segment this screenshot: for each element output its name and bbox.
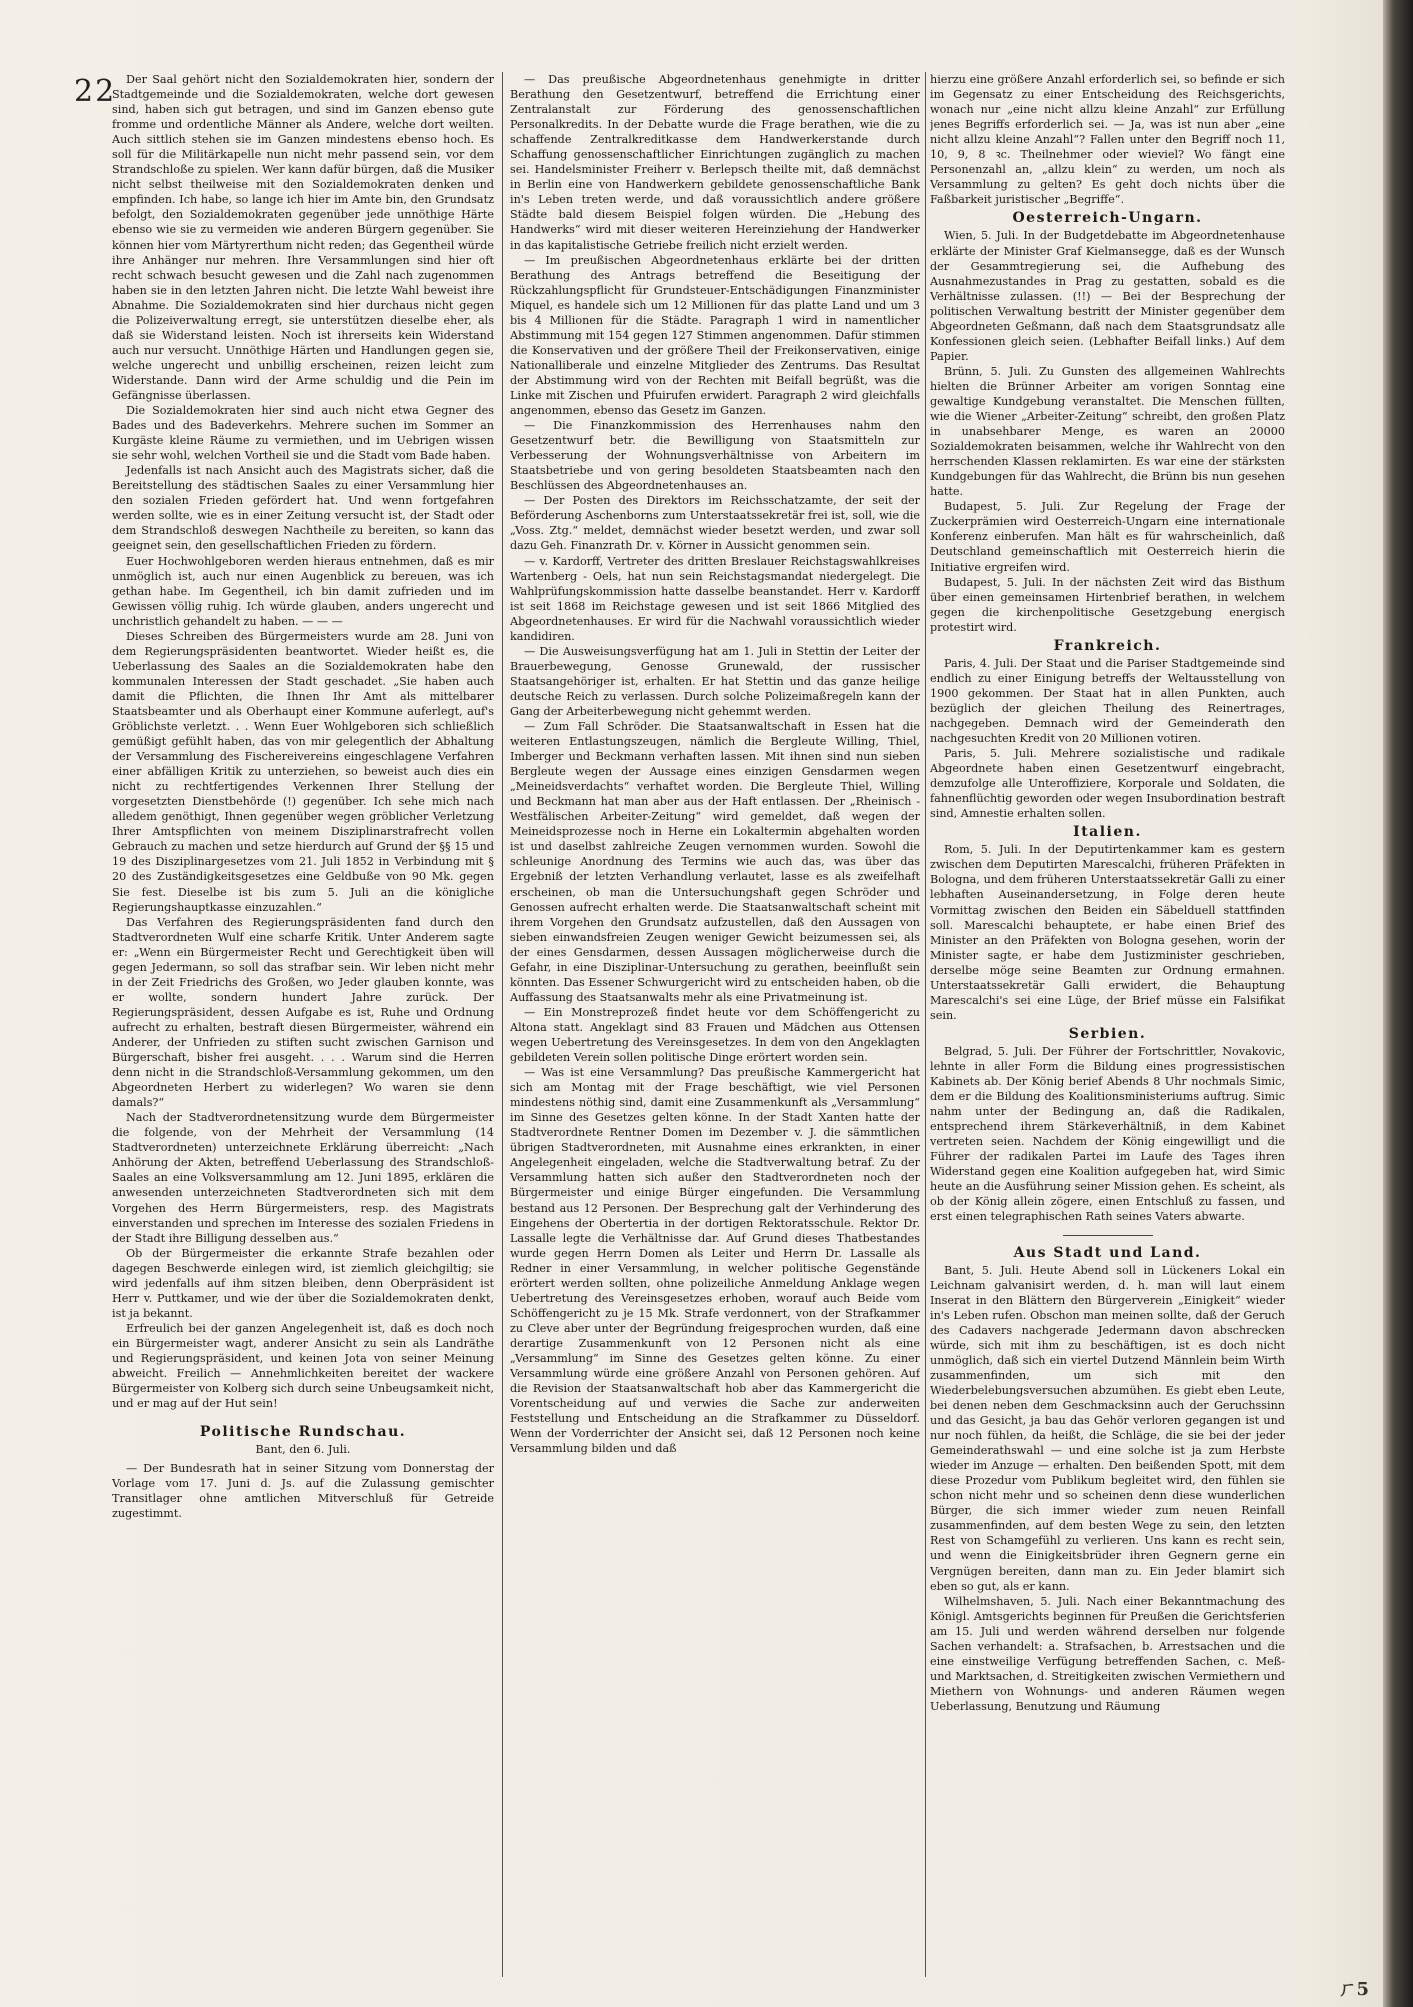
column-rule: [502, 72, 503, 1977]
paragraph: Jedenfalls ist nach Ansicht auch des Magistrats sicher, daß die Bereitstellung des städtischen Saales zu einer Versammlung hier den sozialen Frieden gefördert hat. Und wenn fortgefahren werden sollte, wie es in einer Zeitung versucht ist, der Stadt oder dem Strandschloß deswegen Nachtheile zu bereiten, so kann das geeignet sein, den gesellschaftlichen Frieden zu fördern.: [112, 464, 494, 553]
paragraph: Dieses Schreiben des Bürgermeisters wurde am 28. Juni von dem Regierungspräsidenten beantwortet. Wieder heißt es, die Ueberlassung des Saales an die Sozialdemokraten habe den kommunalen Interessen der Stadt geschadet. „Sie haben auch damit die Pflichten, die Ihnen Ihr Amt als mittelbarer Staatsbeamter und als Oberhaupt einer Kommune auferlegt, auf's Gröblichste verletzt. . . Wenn Euer Wohlgeboren sich schließlich gemüßigt gefühlt haben, das von mir gelegentlich der Abhaltung der Versammlung des Fischereivereins eingeschlagene Verfahren einer abfälligen Kritik zu unterziehen, so beweist auch dies ein nicht zu rechtfertigendes Verkennen Ihrer Stellung der vorgesetzten Dienstbehörde (!) gegenüber. Ich sehe mich nach alledem genöthigt, Ihnen gegenüber wegen gröblicher Verletzung Ihrer Amtspflichten von meinem Disziplinarstrafrecht vollen Gebrauch zu machen und setze hierdurch auf Grund der §§ 15 und 19 des Disziplinargesetzes vom 21. Juli 1852 in Verbindung mit § 20 des Zuständigkeitsgesetzes eine Geldbuße von 90 Mk. gegen Sie fest. Dieselbe ist bis zum 5. Juli an die königliche Regierungshauptkasse einzuzahlen.“: [112, 629, 494, 914]
section-heading-rundschau: Politische Rundschau.: [199, 1424, 407, 1441]
paragraph: Paris, 4. Juli. Der Staat und die Pariser Stadtgemeinde sind endlich zu einer Einigung betreffs der Weltausstellung von 1900 gekommen. Der Staat hat in allen Punkten, auch bezüglich der gleichen Theilung des Reinertrages, nachgegeben. Demnach wird der Gemeinderath den nachgesuchten Kredit von 20 Millionen votiren.: [930, 656, 1285, 746]
paragraph: Budapest, 5. Juli. In der nächsten Zeit wird das Bisthum über einen gemeinsamen Hirtenbrief berathen, in welchem gegen die kirchenpolitische Gesetzgebung energisch protestirt wird.: [930, 575, 1285, 634]
paragraph: Der Saal gehört nicht den Sozialdemokraten hier, sondern der Stadtgemeinde und die Sozialdemokraten, welche dort gewesen sind, haben sich gut betragen, und sind im Ganzen ebenso gute fromme und ordentliche Männer als Andere, welche dort weilten. Auch sittlich stehen sie im Ganzen mindestens ebenso hoch. Es soll für die Militärkapelle nun nicht mehr passend sein, vor dem Strandschloße zu spielen. Wer kann dafür bürgen, daß die Musiker nicht selbst theilweise mit den Sozialdemokraten denken und empfinden. Ich habe, so lange ich hier im Amte bin, den Grundsatz befolgt, den Sozialdemokraten gegenüber jede unnöthige Härte ebenso wie sie zu vermeiden wie anderen Bürgern gegenüber. Sie können hier vom Märtyrerthum nicht reden; das Gegentheil würde ihre Anhänger nur mehren. Ihre Versammlungen sind hier oft recht schwach besucht gewesen und die Zahl nach zugenommen haben sie in den letzten Jahren nicht. Die letzte Wahl beweist ihre Abnahme. Die Sozialdemokraten sind hier durchaus nicht gegen die Polizeiverwaltung erregt, sie unterstützen dieselbe eher, als daß sie Widerstand leisten. Noch ist ihrerseits kein Widerstand auch nur versucht. Unnöthige Härten und Handlungen gegen sie, welche ungerecht und unbillig erscheinen, reizen leicht zum Widerstande. Dann wird der Arme schuldig und die Pein im Gefängnisse überlassen.: [112, 73, 494, 402]
section-heading-frankreich: Frankreich.: [1053, 637, 1162, 654]
section-divider: [1063, 1235, 1153, 1236]
paragraph: Wien, 5. Juli. In der Budgetdebatte im Abgeordnetenhause erklärte der Minister Graf Kielmansegge, daß es der Wunsch der Gesammtregierung sei, die Aufhebung des Ausnahmezustandes in Prag zu gestatten, sobald es die Verhältnisse zulassen. (!!) — Bei der Besprechung der politischen Verwaltung bestritt der Minister gegenüber dem Abgeordneten Geßmann, daß nach dem Staatsgrundsatz alle Konfessionen gleich seien. (Lebhafter Beifall links.) Auf dem Papier.: [930, 229, 1285, 363]
paragraph: — Im preußischen Abgeordnetenhaus erklärte bei der dritten Berathung des Antrags betreffend die Beseitigung der Rückzahlungspflicht für Grundsteuer-Entschädigungen Finanzminister Miquel, es handele sich um 12 Millionen für das platte Land und um 3 bis 4 Millionen für die Städte. Paragraph 1 wird in namentlicher Abstimmung mit 154 gegen 127 Stimmen angenommen. Dafür stimmen die Konservativen und der größere Theil der Freikonservativen, einige Nationalliberale und einzelne Mitglieder des Zentrums. Das Resultat der Abstimmung wird von der Rechten mit Beifall begrüßt, was die Linke mit Zischen und Pfuirufen erwidert. Paragraph 2 wird gleichfalls angenommen, ebenso das Gesetz im Ganzen.: [510, 253, 920, 418]
paragraph: Euer Hochwohlgeboren werden hieraus entnehmen, daß es mir unmöglich ist, auch nur einen Augenblick zu bereuen, was ich gethan habe. Im Gegentheil, ich bin damit zufrieden und im Gewissen völlig ruhig. Ich würde glauben, anders ungerecht und unchristlich gehandelt zu haben. — — —: [112, 554, 494, 628]
paragraph: — Zum Fall Schröder. Die Staatsanwaltschaft in Essen hat die weiteren Entlastungszeugen, nämlich die Bergleute Willing, Thiel, Imberger und Beckmann verhaften lassen. Mit ihnen sind nun sieben Bergleute wegen der Aussage eines einzigen Gensdarmen wegen „Meineidsverdachts“ verhaftet worden. Die Bergleute Thiel, Willing und Beckmann hat man aber aus der Haft entlassen. Der „Rheinisch - Westfälischen Arbeiter-Zeitung“ wird gemeldet, daß wegen der Meineidsprozesse noch in Herne ein Lokaltermin abgehalten worden ist und daselbst zahlreiche Zeugen vernommen wurden. Sowohl die schleunige Anordnung des Termins wie auch das, was über das Ergebniß der letzten Verhandlung verlautet, lasse es als zweifelhaft erscheinen, ob man die Untersuchungshaft gegen Schröder und Genossen aufrecht erhalten werde. Die Staatsanwaltschaft scheint mit ihrem Vorgehen den Grundsatz aufzustellen, daß den Aussagen von sieben einwandsfreien Zeugen weniger Gewicht beizumessen sei, als der eines Gensdarmen, dessen Aussagen möglicherweise durch die Gefahr, in eine Disziplinar-Untersuchung zu gerathen, beeinflußt sein könnten. Das Essener Schwurgericht wird zu entscheiden haben, ob die Auffassung des Staatsanwalts mehr als eine Privatmeinung ist.: [510, 720, 920, 1004]
section-heading-stadt-und-land: Aus Stadt und Land.: [1013, 1244, 1202, 1261]
paragraph: — Die Finanzkommission des Herrenhauses nahm den Gesetzentwurf betr. die Bewilligung von Staatsmitteln zur Verbesserung der Wohnungsverhältnisse von Arbeitern im Staatsbetriebe und von gering besoldeten Staatsbeamten nach den Beschlüssen des Abgeordnetenhauses an.: [510, 419, 920, 493]
dateline: Bant, den 6. Juli.: [255, 1443, 351, 1457]
paragraph: Rom, 5. Juli. In der Deputirtenkammer kam es gestern zwischen dem Deputirten Marescalchi, früheren Präfekten in Bologna, und dem früheren Unterstaatssekretär Galli zu einer lebhaften Auseinandersetzung, in Folge deren heute Vormittag zwischen den Beiden ein Säbelduell stattfinden soll. Marescalchi behauptete, er habe einen Brief des Minister an den Präfekten von Bologna gesehen, worin der Minister sagte, er habe dem Justizminister geschrieben, derselbe möge seine Beamten zur Ordnung ermahnen. Unterstaatssekretär Galli erwidert, die Behauptung Marescalchi's sei eine Lüge, der Brief müsse ein Falsifikat sein.: [930, 843, 1285, 1022]
section-heading-serbien: Serbien.: [1068, 1025, 1147, 1042]
paragraph: — v. Kardorff, Vertreter des dritten Breslauer Reichstagswahlkreises Wartenberg - Oels, hat nun sein Reichstagsmandat niedergelegt. Die Wahlprüfungskommission hatte dasselbe beanstandet. Herr v. Kardorff ist seit 1868 im Reichstage gewesen und ist seit 1866 Mitglied des Abgeordnetenhauses. Er wird für die Nachwahl voraussichtlich wieder kandidiren.: [510, 554, 920, 643]
paragraph: Das Verfahren des Regierungspräsidenten fand durch den Stadtverordneten Wulf eine scharfe Kritik. Unter Anderem sagte er: „Wenn ein Bürgermeister Recht und Gerechtigkeit üben will gegen Jedermann, so soll das strafbar sein. Wir leben nicht mehr in der Zeit Friedrichs des Großen, wo Jeder glauben konnte, was er wollte, sondern hundert Jahre zurück. Der Regierungspräsident, dessen Aufgabe es ist, Ruhe und Ordnung aufrecht zu erhalten, bestraft diesen Bürgermeister, während ein Anderer, der Unfrieden zu stiften sucht zwischen Garnison und Bürgerschaft, bisher frei ausgeht. . . . Warum sind die Herren denn nicht in die Strandschloß-Versammlung gekommen, um den Abgeordneten Herbert zu widerlegen? Wo waren sie denn damals?“: [112, 915, 494, 1110]
corner-mark: ㄏ5: [1338, 1979, 1369, 2000]
paragraph: Wilhelmshaven, 5. Juli. Nach einer Bekanntmachung des Königl. Amtsgerichts beginnen für Preußen die Gerichtsferien am 15. Juli und werden während derselben nur folgende Sachen verhandelt: a. Strafsachen, b. Arrestsachen und die eine einstweilige Verfügung betreffenden Sachen, c. Meß- und Marktsachen, d. Streitigkeiten zwischen Vermiethern und Miethern von Wohnungs- und anderen Räumen wegen Ueberlassung, Benutzung und Räumung: [930, 1594, 1285, 1713]
section-heading-oesterreich: Oesterreich-Ungarn.: [1012, 210, 1203, 227]
paragraph: Brünn, 5. Juli. Zu Gunsten des allgemeinen Wahlrechts hielten die Brünner Arbeiter am vorigen Sonntag eine gewaltige Kundgebung veranstaltet. Die Menschen füllten, wie die Wiener „Arbeiter-Zeitung“ schreibt, den großen Platz in unabsehbarer Menge, es waren an 20000 Sozialdemokraten beisammen, welche ihr Wahlrecht von den herrschenden Klassen reklamirten. Es war eine der stärksten Kundgebungen für das Wahlrecht, die Brünn bis nun gesehen hatte.: [930, 364, 1285, 499]
paragraph: Belgrad, 5. Juli. Der Führer der Fortschrittler, Novakovic, lehnte in aller Form die Bildung eines progressistischen Kabinets ab. Der König berief Abends 8 Uhr nochmals Simic, dem er die Bildung des Koalitionsministeriums auftrug. Simic nahm unter der Bedingung an, daß die Radikalen, entsprechend ihrem Stärkeverhältniß, in dem Kabinet vertreten seien. Nachdem der König eingewilligt und die Führer der radikalen Partei im Laufe des Tages ihren Widerstand gegen eine Koalition aufgegeben hat, wird Simic heute an die Ausführung seiner Mission gehen. Es scheint, als ob der König allein zögere, einen Entschluß zu fassen, und erst einen telegraphischen Rath seines Vaters abwarte.: [930, 1044, 1285, 1224]
column-rule: [925, 72, 926, 1977]
section-heading-italien: Italien.: [1073, 824, 1142, 841]
column-2: [510, 72, 920, 1992]
paragraph: Budapest, 5. Juli. Zur Regelung der Frage der Zuckerprämien wird Oesterreich-Ungarn eine internationale Konferenz einberufen. Man hält es für wahrscheinlich, daß Deutschland gemeinschaftlich mit Oesterreich hierin die Initiative ergreifen wird.: [930, 500, 1285, 574]
page-number: 22: [74, 74, 117, 109]
scan-edge-shadow: [1383, 0, 1413, 2007]
paragraph: — Was ist eine Versammlung? Das preußische Kammergericht hat sich am Montag mit der Frage beschäftigt, wie viel Personen mindestens nöthig sind, damit eine Zusammenkunft als „Versammlung“ im Sinne des Gesetzes gelten könne. In der Stadt Xanten hatte der Stadtverordnete Rentner Domen im Dezember v. J. die sämmtlichen übrigen Stadtverordneten, mit Ausnahme eines erkrankten, in einer Angelegenheit eingeladen, welche die Stadtverwaltung betraf. Zu der Versammlung hatten sich außer den Stadtverordneten noch der Bürgermeister und einige Bürger eingefunden. Die Versammlung bestand aus 12 Personen. Der Besprechung galt der Verhinderung des Eingehens der Obertertia in der dortigen Rektoratsschule. Rektor Dr. Lassalle legte die Verhältnisse dar. Auf Grund dieses Thatbestandes wurde gegen Herrn Domen als Leiter und Herrn Dr. Lassalle als Redner in einer Versammlung, in welcher politische Gegenstände erörtert werden sollten, ohne polizeiliche Anmeldung Anklage wegen Uebertretung des Vereinsgesetzes erhoben, worauf auch Beide vom Schöffengericht zu je 15 Mk. Strafe verdonnert, von der Strafkammer zu Cleve aber unter der Begründung freigesprochen wurden, daß eine derartige Zusammenkunft von 12 Personen nicht als eine „Versammlung“ im Sinne des Gesetzes gelten könne. Zu einer Versammlung würde eine größere Anzahl von Personen gehören. Auf die Revision der Staatsanwaltschaft hob aber das Kammergericht die Vorentscheidung auf und verwies die Sache zur anderweiten Feststellung und Entscheidung an die Strafkammer zu Düsseldorf. Wenn der Vorderrichter der Ansicht sei, daß 12 Personen noch keine Versammlung bilden und daß: [510, 1066, 920, 1456]
column-3: [930, 72, 1285, 1992]
paragraph: Erfreulich bei der ganzen Angelegenheit ist, daß es doch noch ein Bürgermeister wagt, anderer Ansicht zu sein als Landräthe und Regierungspräsident, und keinen Jota von seiner Meinung abweicht. Freilich — Annehmlichkeiten bereitet der wackere Bürgermeister von Kolberg sich durch seine Unbeugsamkeit nicht, und er mag auf der Hut sein!: [112, 1321, 494, 1411]
paragraph: hierzu eine größere Anzahl erforderlich sei, so befinde er sich im Gegensatz zu einer Entscheidung des Reichsgerichts, wonach nur „eine nicht allzu kleine Anzahl“ zur Erfüllung jenes Begriffs erforderlich sei. — Ja, was ist nun aber „eine nicht allzu kleine Anzahl“? Fallen unter den Begriff noch 11, 10, 9, 8 ꝛc. Theilnehmer oder wieviel? Wo fängt eine Personenzahl an, „allzu klein“ zu werden, um noch als Versammlung zu gelten? Es geht doch nichts über die Faßbarkeit juristischer „Begriffe“.: [930, 73, 1285, 207]
paragraph: Nach der Stadtverordnetensitzung wurde dem Bürgermeister die folgende, von der Mehrheit der Versammlung (14 Stadtverordneten) unterzeichnete Erklärung überreicht: „Nach Anhörung der Akten, betreffend Ueberlassung des Strandschloß-Saales an eine Volksversammlung am 12. Juni 1895, erklären die anwesenden unterzeichneten Stadtverordneten sich mit dem Vorgehen des Herrn Bürgermeisters, resp. des Magistrats einverstanden und sprechen im Interesse des sozialen Friedens in der Stadt ihre Billigung desselben aus.“: [112, 1111, 494, 1245]
paragraph: — Ein Monstreprozeß findet heute vor dem Schöffengericht zu Altona statt. Angeklagt sind 83 Frauen und Mädchen aus Ottensen wegen Uebertretung des Vereinsgesetzes. In dem von den Angeklagten gebildeten Verein sollen politische Dinge erörtert worden sein.: [510, 1005, 920, 1065]
paragraph: — Das preußische Abgeordnetenhaus genehmigte in dritter Berathung den Gesetzentwurf, betreffend die Errichtung einer Zentralanstalt zur Förderung des genossenschaftlichen Personalkredits. In der Debatte wurde die Frage berathen, wie die zu schaffende Zentralkreditkasse dem Handwerkerstande durch Schaffung genossenschaftlicher Einrichtungen zugänglich zu machen sei. Handelsminister Freiherr v. Berlepsch theilte mit, daß demnächst in Berlin eine von Handwerkern gebildete genossenschaftliche Bank in's Leben treten werde, und daß voraussichtlich andere größere Städte bald diesem Beispiel folgen würden. Die „Hebung des Handwerks“ wird mit dieser weiteren Hereinziehung der Handwerker in das kapitalistische Getriebe freilich nicht erzielt werden.: [510, 73, 920, 252]
paragraph: Die Sozialdemokraten hier sind auch nicht etwa Gegner des Bades und des Badeverkehrs. Mehrere suchen im Sommer an Kurgäste kleine Räume zu vermiethen, und im Uebrigen wissen sie sehr wohl, welchen Vortheil sie und die Stadt vom Bade haben.: [112, 404, 494, 463]
paragraph: — Der Bundesrath hat in seiner Sitzung vom Donnerstag der Vorlage vom 17. Juni d. Js. auf die Zulassung gemischter Transitlager ohne amtlichen Mitverschluß für Getreide zugestimmt.: [112, 1462, 494, 1521]
paragraph: — Die Ausweisungsverfügung hat am 1. Juli in Stettin der Leiter der Brauerbewegung, Genosse Grunewald, der russischer Staatsangehöriger ist, erhalten. Er hat Stettin und das ganze heilige deutsche Reich zu verlassen. Durch solche Polizeimaßregeln kann der Gang der Arbeiterbewegung nicht gehemmt werden.: [510, 644, 920, 718]
paragraph: Bant, 5. Juli. Heute Abend soll in Lückeners Lokal ein Leichnam galvanisirt werden, d. h. man will laut einem Inserat in den Blättern den Bürgerverein „Einigkeit“ wieder in's Leben rufen. Obschon man meinen sollte, daß der Geruch des Cadavers nachgerade Jedermann davon abschrecken würde, sich mit ihm zu beschäftigen, ist es doch nicht unmöglich, daß sich ein viertel Dutzend Männlein beim Wirth zusammenfinden, um sich mit den Wiederbelebungsversuchen abzumühen. Es giebt eben Leute, bei denen neben dem Geschmacksinn auch der Geruchssinn und das Gesicht, ja bau das Gehör verloren gegangen ist und nur noch fühlen, da heißt, die Schläge, die sie bei der jeder Gemeinderathswahl — und eine solche ist ja zum Herbste wieder im Anzuge — erhalten. Den beißenden Spott, mit dem diese Prozedur vom Publikum begleitet wird, den fühlen sie schon nicht mehr und so scheinen denn diese wunderlichen Bürger, die sich immer wieder zum neuen Reinfall zusammenfinden, auf dem besten Wege zu sein, den letzten Rest von Schamgefühl zu verlieren. Uns kann es recht sein, und wenn die Einigkeitsbrüder ihren Gegnern gerne ein Vergnügen bereiten, dann man zu. Ein Jeder blamirt sich eben so gut, als er kann.: [930, 1263, 1285, 1593]
column-1: [112, 72, 494, 1992]
paragraph: — Der Posten des Direktors im Reichsschatzamte, der seit der Beförderung Aschenborns zum Unterstaatssekretär frei ist, soll, wie die „Voss. Ztg.“ meldet, demnächst wieder besetzt werden, und zwar soll dazu Geh. Finanzrath Dr. v. Körner in Aussicht genommen sein.: [510, 494, 920, 553]
paragraph: Ob der Bürgermeister die erkannte Strafe bezahlen oder dagegen Beschwerde einlegen wird, ist ziemlich gleichgiltig; sie wird jedenfalls auf ihm sitzen bleiben, denn Oberpräsident ist Herr v. Puttkamer, und wie der über die Sozialdemokraten denkt, ist ja bekannt.: [112, 1246, 494, 1320]
paragraph: Paris, 5. Juli. Mehrere sozialistische und radikale Abgeordnete haben einen Gesetzentwurf eingebracht, demzufolge alle Unteroffiziere, Korporale und Soldaten, die fahnenflüchtig geworden oder wegen Insubordination bestraft sind, Amnestie erhalten sollen.: [930, 747, 1285, 821]
